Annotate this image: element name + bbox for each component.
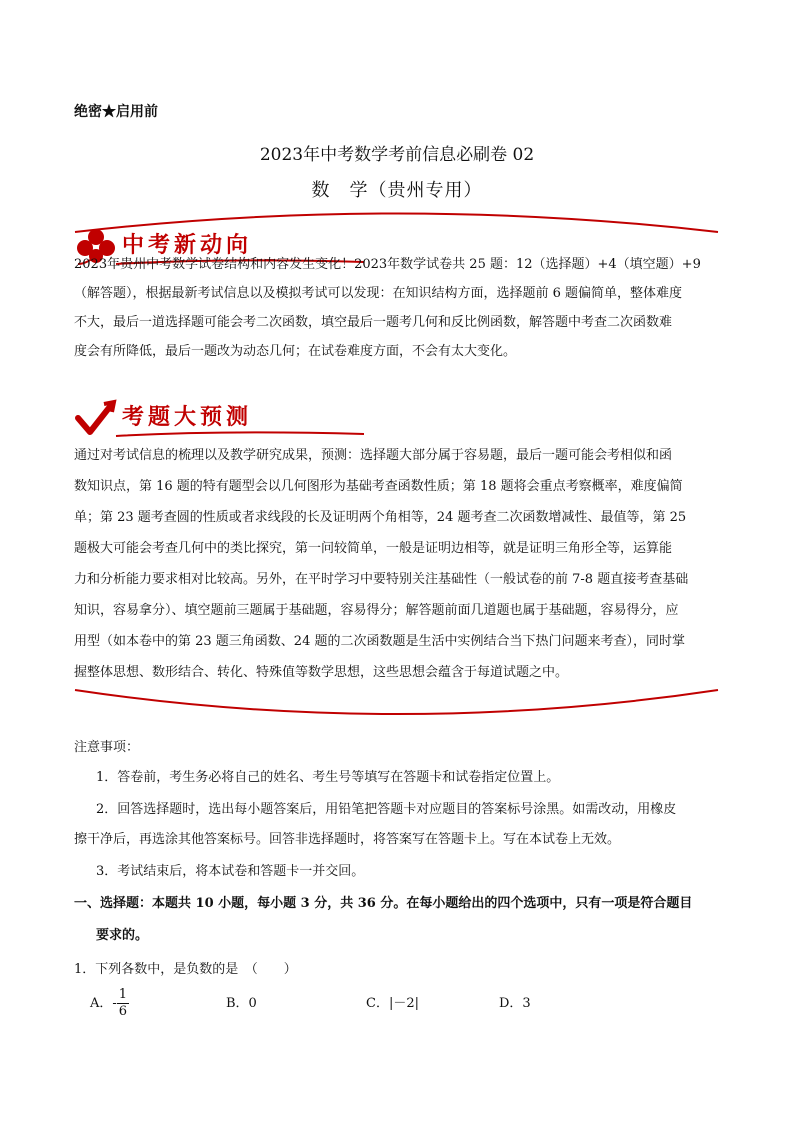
fraction bbox=[117, 987, 129, 1020]
section-forecast-label: 考题大预测 bbox=[122, 405, 253, 430]
check-arrow-icon bbox=[74, 398, 118, 438]
section-new-trends-label: 中考新动向 bbox=[122, 233, 253, 258]
option-a-sign: - bbox=[112, 996, 117, 1011]
text-line: 力和分析能力要求相对比较高。另外，在平时学习中要特别关注基础性（一般试卷的前 7-8 题直接考查基础 bbox=[74, 572, 689, 587]
instruction-item: 3．考试结束后，将本试卷和答题卡一并交回。 bbox=[96, 864, 365, 879]
part-one-heading bbox=[74, 892, 724, 952]
option-a-label: A． bbox=[90, 996, 113, 1011]
text-line: 度会有所降低，最后一题改为动态几何；在试卷难度方面，不会有太大变化。 bbox=[74, 344, 517, 359]
instructions bbox=[74, 736, 724, 879]
option-b[interactable]: B．0 bbox=[226, 996, 257, 1011]
fraction-denominator: 6 bbox=[118, 1004, 128, 1019]
exam-subtitle: 数 学（贵州专用） bbox=[311, 180, 483, 201]
text-line: 握整体思想、数形结合、转化、特殊值等数学思想，这些思想会蕴含于每道试题之中。 bbox=[74, 665, 569, 680]
instruction-item: 2．回答选择题时，选出每小题答案后，用铅笔把答题卡对应题目的答案标号涂黑。如需改动，用橡皮 bbox=[96, 802, 677, 817]
text-line: 用型（如本卷中的第 23 题三角函数、24 题的二次函数题是生活中实例结合当下热门问题来考查），同时掌 bbox=[74, 634, 685, 649]
confidential-mark: 绝密★启用前 bbox=[74, 104, 158, 120]
exam-title: 2023年中考数学考前信息必刷卷 02 bbox=[259, 145, 535, 165]
section-new-trends-body bbox=[74, 250, 722, 380]
text-line: 知识，容易拿分）、填空题前三题属于基础题，容易得分；解答题前面几道题也属于基础题，容易得分，应 bbox=[74, 603, 679, 618]
section-forecast-header bbox=[74, 398, 374, 438]
part-one-heading-line: 要求的。 bbox=[96, 928, 149, 943]
instruction-item: 擦干净后，再选涂其他答案标号。回答非选择题时，将答案写在答题卡上。写在本试卷上无效。 bbox=[74, 832, 621, 847]
text-line: 2023年贵州中考数学试卷结构和内容发生变化！2023年数学试卷共 25 题：12（选择题）+4（填空题）+9 bbox=[74, 257, 701, 272]
text-line: 通过对考试信息的梳理以及教学研究成果，预测：选择题大部分属于容易题，最后一题可能会考相似和函 bbox=[74, 448, 673, 463]
fraction-numerator: 1 bbox=[118, 987, 128, 1002]
part-one-heading-line: 一、选择题：本题共 10 小题，每小题 3 分，共 36 分。在每小题给出的四个选项中，只有一项是符合题目 bbox=[74, 896, 693, 911]
option-a[interactable] bbox=[90, 987, 129, 1020]
text-line: 题极大可能会考查几何中的类比探究，第一问较简单，一般是证明边相等，就是证明三角形全等，运算能 bbox=[74, 541, 673, 556]
instructions-heading: 注意事项： bbox=[74, 740, 140, 755]
text-line: 数知识点，第 16 题的特有题型会以几何图形为基础考查函数性质；第 18 题将会重点考察概率，难度偏简 bbox=[74, 479, 683, 494]
instruction-item: 1．答卷前，考生务必将自己的姓名、考生号等填写在答题卡和试卷指定位置上。 bbox=[96, 770, 560, 785]
text-line: 不大，最后一道选择题可能会考二次函数，填空最后一题考几何和反比例函数，解答题中考查二次函数难 bbox=[74, 315, 673, 330]
text-line: （解答题），根据最新考试信息以及模拟考试可以发现：在知识结构方面，选择题前 6 题偏简单，整体难度 bbox=[74, 286, 683, 301]
question-1-stem: 1．下列各数中，是负数的是 （ ） bbox=[74, 962, 297, 977]
section-forecast-body bbox=[74, 441, 722, 681]
text-line: 单；第 23 题考查圆的性质或者求线段的长及证明两个角相等，24 题考查二次函数增减性、最值等，第 25 bbox=[74, 510, 687, 525]
option-c[interactable]: C．|－2| bbox=[366, 996, 419, 1011]
underline-swoosh bbox=[114, 428, 374, 440]
option-d[interactable]: D．3 bbox=[499, 996, 531, 1011]
